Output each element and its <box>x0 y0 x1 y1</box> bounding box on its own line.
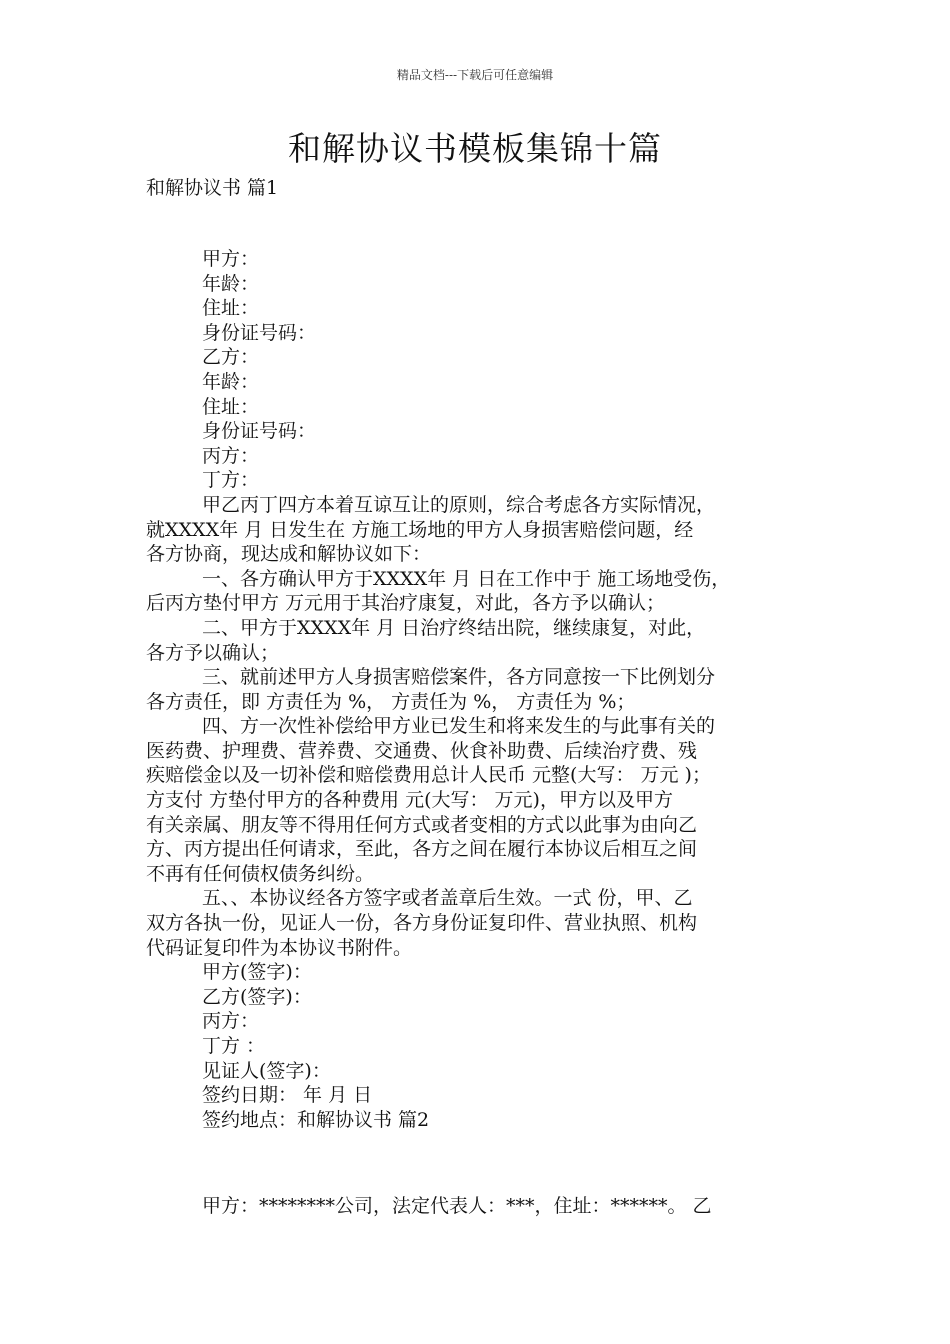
body-line: 四、方一次性补偿给甲方业已发生和将来发生的与此事有关的 <box>202 715 716 738</box>
body-line: 年龄： <box>202 272 260 295</box>
body-line: 甲方： <box>202 248 260 270</box>
body-line: 一、各方确认甲方于XXXX年 月 日在工作中于 施工场地受伤， <box>202 567 731 590</box>
body-line: 后丙方垫付甲方 万元用于其治疗康复，对此，各方予以确认； <box>146 592 666 615</box>
body-line: 就XXXX年 月 日发生在 方施工场地的甲方人身损害赔偿问题，经 <box>146 518 694 541</box>
body-line: 各方协商，现达成和解协议如下： <box>146 543 432 566</box>
body-line: 丁方： <box>202 469 260 492</box>
document-title: 和解协议书模板集锦十篇 <box>288 129 662 168</box>
body-line: 方支付 方垫付甲方的各种费用 元(大写： 万元)，甲方以及甲方 <box>146 789 673 812</box>
body-line: 二、甲方于XXXX年 月 日治疗终结出院，继续康复，对此， <box>202 616 706 639</box>
body-line: 不再有任何债权债务纠纷。 <box>146 862 375 885</box>
body-line: 丙方： <box>202 444 260 467</box>
section-heading-1: 和解协议书 篇1 <box>146 177 279 199</box>
body-line: 有关亲属、朋友等不得用任何方式或者变相的方式以此事为由向乙 <box>146 813 698 836</box>
body-line: 方、丙方提出任何请求，至此，各方之间在履行本协议后相互之间 <box>146 838 698 861</box>
body-line: 各方予以确认； <box>146 641 280 664</box>
body-line: 住址： <box>202 297 260 320</box>
body-line: 各方责任，即 方责任为 %， 方责任为 %， 方责任为 %； <box>146 690 636 713</box>
body-line: 甲乙丙丁四方本着互谅互让的原则，综合考虑各方实际情况， <box>202 493 716 516</box>
section2-first-line: 甲方：********公司，法定代表人：***，住址：******。 乙 <box>202 1195 712 1217</box>
body-line: 医药费、护理费、营养费、交通费、伙食补助费、后续治疗费、残 <box>146 739 698 762</box>
body-line: 签约日期： 年 月 日 <box>202 1084 373 1107</box>
body-line: 年龄： <box>202 370 260 393</box>
body-line: 疾赔偿金以及一切补偿和赔偿费用总计人民币 元整(大写： 万元 )； <box>146 764 711 787</box>
body-line: 双方各执一份，见证人一份，各方身份证复印件、营业执照、机构 <box>146 912 698 935</box>
body-line: 见证人(签字)： <box>202 1059 331 1082</box>
body-line: 丁方 ： <box>202 1035 266 1057</box>
body-line: 甲方(签字)： <box>202 961 312 984</box>
body-line: 三、就前述甲方人身损害赔偿案件，各方同意按一下比例划分 <box>202 666 716 689</box>
body-line: 乙方(签字)： <box>202 985 312 1008</box>
body-line: 丙方： <box>202 1010 260 1033</box>
body-line: 五、、本协议经各方签字或者盖章后生效。一式 份，甲、乙 <box>202 887 693 910</box>
body-line: 住址： <box>202 395 260 418</box>
body-line: 签约地点：和解协议书 篇2 <box>202 1108 430 1131</box>
body-line: 身份证号码： <box>202 420 317 443</box>
body-line: 身份证号码： <box>202 321 317 344</box>
header-note: 精品文档---下载后可任意编辑 <box>396 68 554 82</box>
body-line: 乙方： <box>202 346 260 369</box>
agreement-body <box>146 247 810 1132</box>
body-line: 代码证复印件为本协议书附件。 <box>146 936 413 959</box>
